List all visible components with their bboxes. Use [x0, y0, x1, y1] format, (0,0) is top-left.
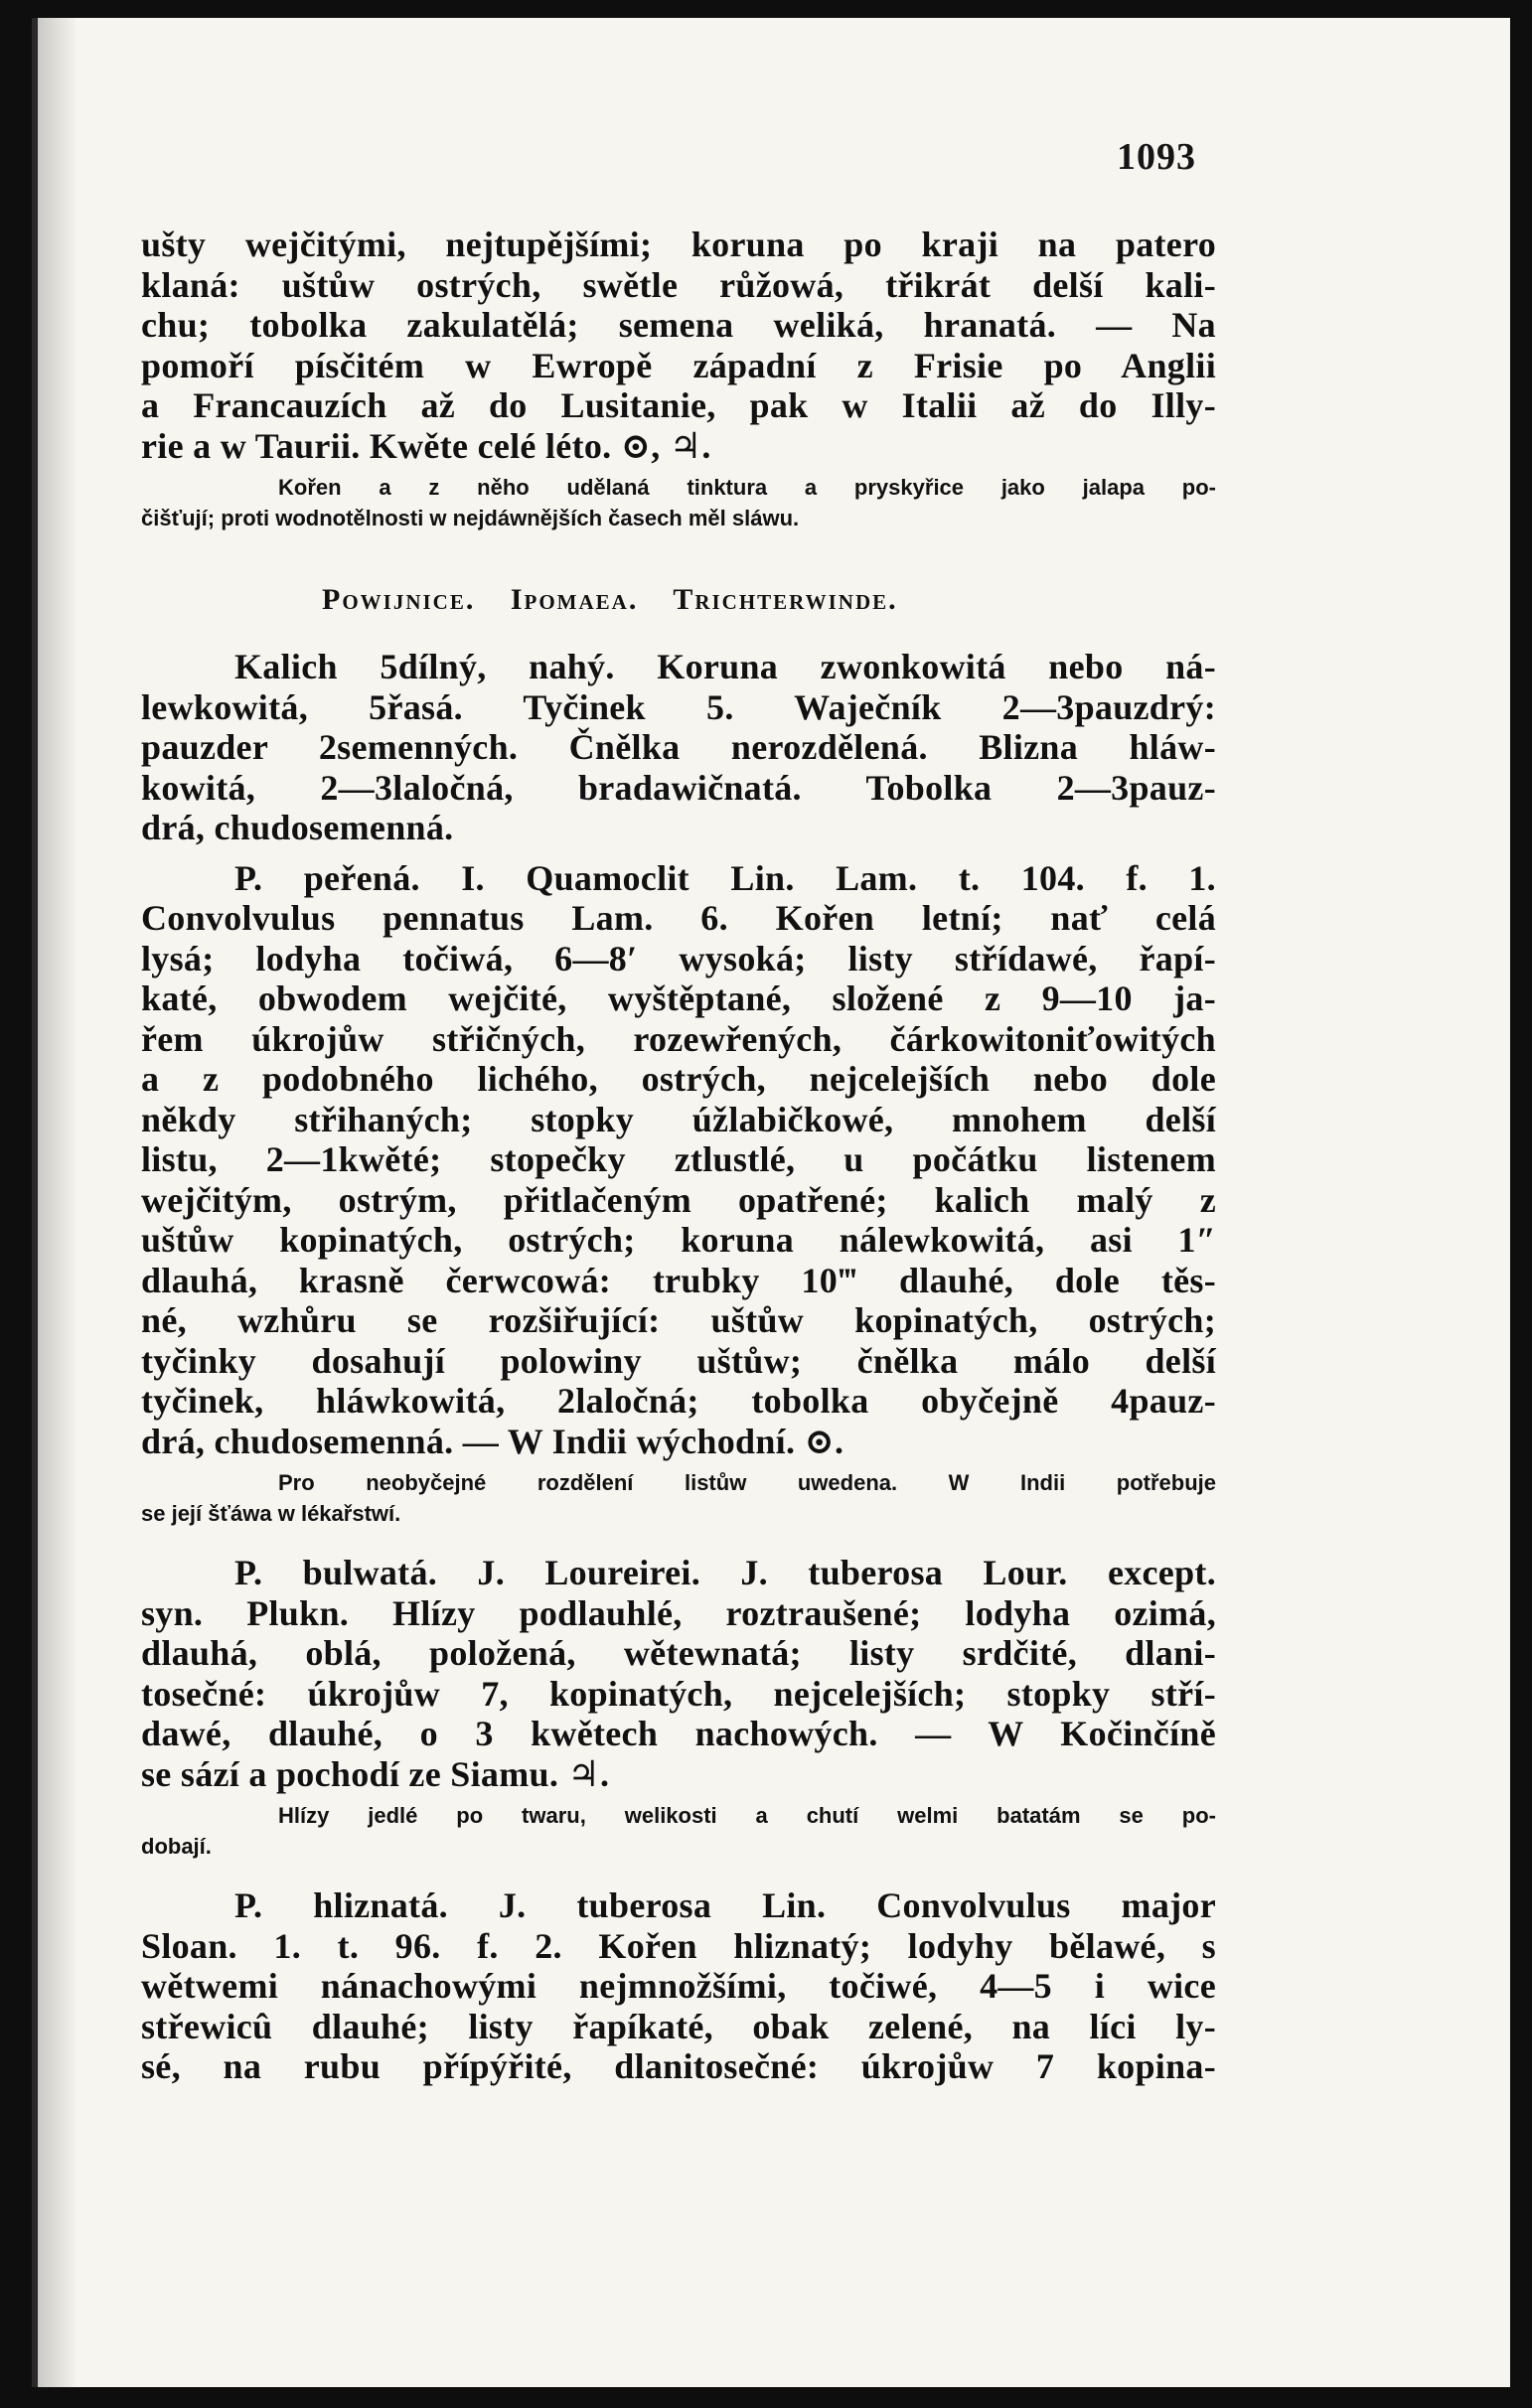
page-gutter-shadow	[38, 18, 77, 2387]
species-title-line: P. bulwatá. J. Loureirei. J. tuberosa Lour. except.	[234, 1553, 1216, 1592]
species-title-line: P. hliznatá. J. tuberosa Lin. Convolvulus major	[234, 1885, 1216, 1925]
text-line: a Francauzích až do Lusitanie, pak w Italii až do Illy-	[141, 385, 1216, 425]
genus-name-german: Trichterwinde.	[673, 583, 898, 616]
text-line: střewicû dlauhé; listy řapíkaté, obak zelené, na líci ly-	[141, 2006, 1216, 2046]
text-line: pomoří písčitém w Ewropě západní z Frisie po Anglii	[141, 345, 1216, 385]
text-line: wětwemi nánachowými nejmnožšími, točiwé, 4—5 i wice	[141, 1966, 1216, 2006]
text-line: né, wzhůru se rozšiřující: uštůw kopinatých, ostrých;	[141, 1300, 1216, 1340]
genus-name-latin: Ipomaea.	[510, 583, 639, 616]
note-line: Pro neobyčejné rozdělení listůw uwedena. W Indii potřebuje	[278, 1470, 1216, 1495]
page-number: 1093	[1117, 136, 1196, 178]
species-entry-bulwata	[141, 1553, 1216, 1794]
text-line: pauzder 2semenných. Čnělka nerozdělená. Blizna hláw-	[141, 727, 1216, 767]
species-entry-hliznata	[141, 1885, 1216, 2087]
text-line: klaná: uštůw ostrých, swětle růžowá, třikrát delší kali-	[141, 264, 1216, 305]
text-line: drá, chudosemenná.	[141, 808, 454, 847]
text-line: tyčinek, hláwkowitá, 2laločná; tobolka obyčejně 4pauz-	[141, 1381, 1216, 1421]
species-continuation	[141, 225, 1216, 466]
note-line: Kořen a z něho udělaná tinktura a pryskyřice jako jalapa po-	[278, 475, 1216, 500]
usage-note	[141, 1800, 1216, 1862]
note-line: Hlízy jedlé po twaru, welikosti a chutí welmi batatám se po-	[278, 1803, 1216, 1828]
note-line: se její šťáwa w lékařstwí.	[141, 1501, 401, 1526]
text-line: ušty wejčitými, nejtupějšími; koruna po kraji na patero	[141, 225, 1216, 264]
page-text	[141, 225, 1216, 2087]
text-line: sé, na rubu přípýřité, dlanitosečné: úkrojůw 7 kopina-	[141, 2046, 1216, 2086]
text-line: uštůw kopinatých, ostrých; koruna nálewkowitá, asi 1″	[141, 1220, 1216, 1260]
text-line: drá, chudosemenná. — W Indii wýchodní. ⊙.	[141, 1421, 844, 1461]
text-line: rie a w Taurii. Kwěte celé léto. ⊙, ♃.	[141, 425, 711, 466]
usage-note	[141, 1467, 1216, 1529]
genus-heading	[322, 583, 1216, 617]
text-line: tyčinky dosahují polowiny uštůw; čnělka málo delší	[141, 1340, 1216, 1381]
text-line: dlauhá, krasně čerwcowá: trubky 10‴ dlauhé, dole těs-	[141, 1260, 1216, 1300]
text-line: Convolvulus pennatus Lam. 6. Kořen letní; nať celá	[141, 898, 1216, 938]
text-line: a z podobného lichého, ostrých, nejcelejších nebo dole	[141, 1059, 1216, 1099]
genus-name-czech: Powijnice.	[322, 583, 476, 616]
text-line: dlauhá, oblá, položená, wětewnatá; listy srdčité, dlani-	[141, 1633, 1216, 1673]
note-line: čišťují; proti wodnotělnosti w nejdáwnějších časech měl sláwu.	[141, 506, 800, 530]
text-line: katé, obwodem wejčité, wyštěptané, složené z 9—10 ja-	[141, 978, 1216, 1018]
text-line: tosečné: úkrojůw 7, kopinatých, nejcelejších; stopky stří-	[141, 1673, 1216, 1714]
text-line: řem úkrojůw střičných, rozewřených, čárkowitoniťowitých	[141, 1018, 1216, 1059]
species-title-line: P. peřená. I. Quamoclit Lin. Lam. t. 104. f. 1.	[234, 857, 1216, 898]
text-line: Kalich 5dílný, nahý. Koruna zwonkowitá nebo ná-	[234, 647, 1216, 686]
text-line: lysá; lodyha točiwá, 6—8′ wysoká; listy střídawé, řapí-	[141, 938, 1216, 978]
text-line: kowitá, 2—3laločná, bradawičnatá. Tobolka 2—3pauz-	[141, 767, 1216, 808]
genus-description	[141, 647, 1216, 848]
note-line: dobají.	[141, 1834, 212, 1859]
text-line: listu, 2—1kwěté; stopečky ztlustlé, u počátku listenem	[141, 1139, 1216, 1179]
species-entry-perena	[141, 858, 1216, 1462]
text-line: se sází a pochodí ze Siamu. ♃.	[141, 1753, 610, 1794]
book-page	[32, 18, 1510, 2387]
text-line: dawé, dlauhé, o 3 kwětech nachowých. — W Kočinčíně	[141, 1714, 1216, 1753]
text-line: Sloan. 1. t. 96. f. 2. Kořen hliznatý; lodyhy bělawé, s	[141, 1925, 1216, 1966]
text-line: syn. Plukn. Hlízy podlauhlé, roztraušené; lodyha ozimá,	[141, 1592, 1216, 1633]
text-line: lewkowitá, 5řasá. Tyčinek 5. Waječník 2—3pauzdrý:	[141, 686, 1216, 727]
text-line: někdy střihaných; stopky úžlabičkowé, mnohem delší	[141, 1099, 1216, 1139]
text-line: chu; tobolka zakulatělá; semena weliká, hranatá. — Na	[141, 305, 1216, 345]
text-line: wejčitým, ostrým, přitlačeným opatřené; kalich malý z	[141, 1179, 1216, 1220]
usage-note	[141, 472, 1216, 533]
